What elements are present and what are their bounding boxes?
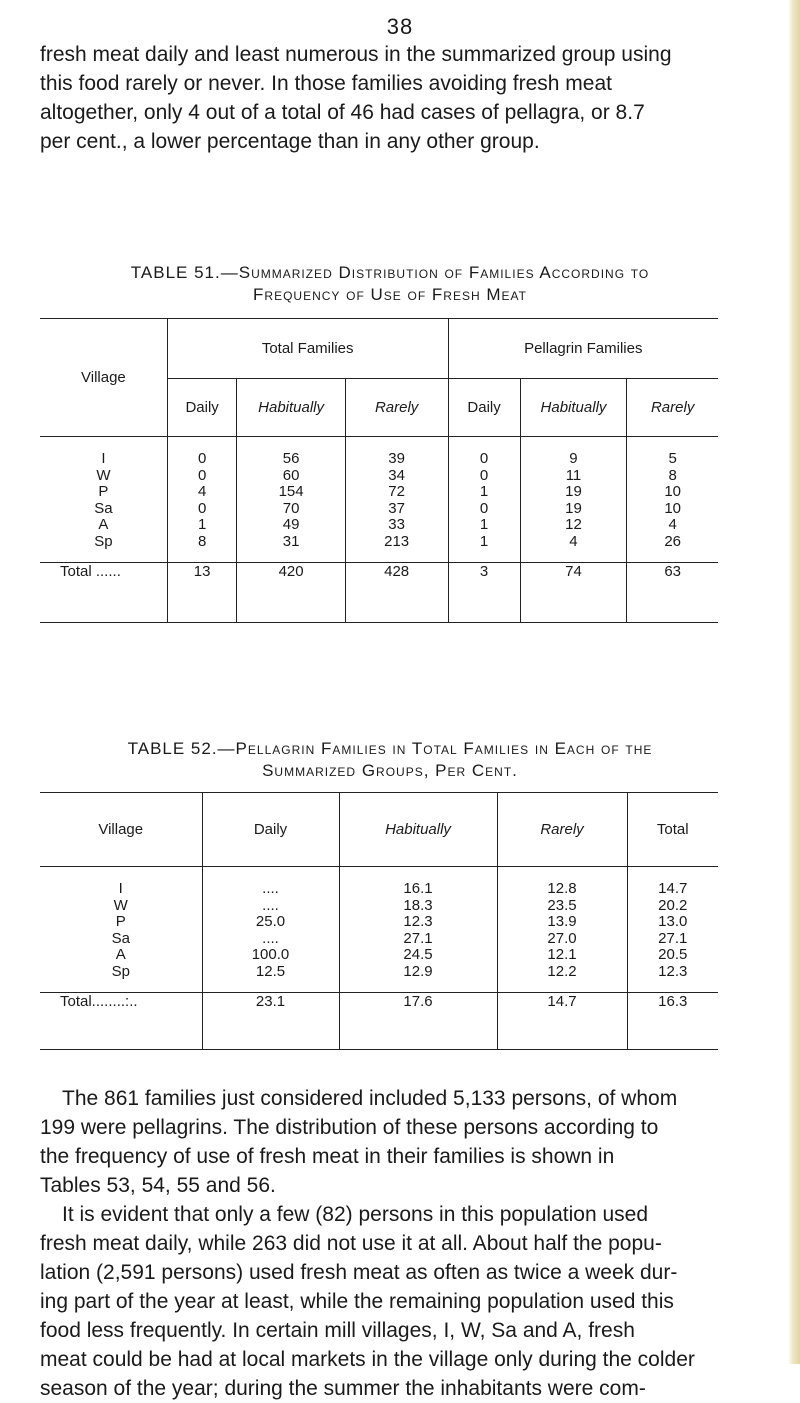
table-cell: Sp <box>94 532 113 550</box>
table-cell: 420 <box>237 563 345 623</box>
table-cell: 1 <box>479 516 489 533</box>
table51-total-label: Total ...... <box>60 563 121 580</box>
table52-total-label: Total........:.. <box>60 993 138 1010</box>
table51-header-total-families: Total Families <box>167 319 448 379</box>
table51-total-row <box>40 563 718 623</box>
table-cell: Sp <box>111 962 130 980</box>
table52-total-row <box>40 993 718 1050</box>
table52-header-village: Village <box>98 821 144 838</box>
table-cell: 10 <box>664 499 681 517</box>
text-line: meat could be had at local markets in the village only during the colder <box>40 1348 695 1371</box>
table-cell: 4 <box>668 516 677 533</box>
table-cell: 154 <box>278 483 304 500</box>
table-cell: 12 <box>565 516 582 533</box>
table-cell: .... <box>262 896 279 914</box>
table51-tf-daily-column <box>167 437 237 563</box>
table52-header-daily: Daily <box>202 793 339 867</box>
table51-header-tf-habitually: Habitually <box>237 379 345 437</box>
paragraph-2 <box>40 1084 730 1200</box>
table-cell: 0 <box>479 499 489 517</box>
table-cell: 19 <box>565 483 582 500</box>
table-cell: 70 <box>282 499 300 517</box>
table-cell: 8 <box>197 532 207 550</box>
page-edge-shadow <box>788 0 800 1364</box>
text-line: season of the year; during the summer the inhabitants were com- <box>40 1377 646 1400</box>
table52-caption-line1: TABLE 52.—Pellagrin Families in Total Families in Each of the <box>127 739 653 758</box>
table-cell: 33 <box>388 516 405 533</box>
table-cell: 14.7 <box>658 880 688 897</box>
table-cell: 18.3 <box>403 896 433 914</box>
table51-header-pellagrin-families: Pellagrin Families <box>448 319 718 379</box>
table51-header-tf-rarely: Rarely <box>345 379 448 437</box>
table-cell: 74 <box>520 563 627 623</box>
intro-paragraph <box>40 40 730 156</box>
table-cell: 12.1 <box>547 946 577 963</box>
table-cell: 3 <box>448 563 520 623</box>
table-cell: 27.0 <box>547 929 577 947</box>
text-line: per cent., a lower percentage than in any other group. <box>40 130 540 153</box>
table-cell: 60 <box>282 466 300 484</box>
table-cell: 31 <box>282 532 300 550</box>
table52-total-column <box>627 867 718 993</box>
table-cell: 16.1 <box>403 880 433 897</box>
table-cell: 13 <box>167 563 237 623</box>
table-cell: 39 <box>388 450 405 467</box>
table51-header-pf-daily: Daily <box>448 379 520 437</box>
table52-caption-line2: Summarized Groups, Per Cent. <box>262 761 518 780</box>
text-line: this food rarely or never. In those families avoiding fresh meat <box>40 72 612 95</box>
text-line: The 861 families just considered included 5,133 persons, of whom <box>62 1087 678 1110</box>
text-line: the frequency of use of fresh meat in their families is shown in <box>40 1145 615 1168</box>
table-cell: 12.8 <box>547 880 577 897</box>
text-line: lation (2,591 persons) used fresh meat as often as twice a week dur- <box>40 1261 678 1284</box>
table-cell: 1 <box>479 532 489 550</box>
table-cell: Sa <box>111 929 130 947</box>
paragraph-3 <box>40 1200 730 1403</box>
table51-caption <box>40 262 740 306</box>
table-cell: P <box>98 483 109 500</box>
table52-habitually-column <box>339 867 497 993</box>
table51-tf-habitually-column <box>237 437 345 563</box>
table-cell: 13.0 <box>658 913 688 930</box>
table51 <box>40 318 718 623</box>
table-cell: 23.1 <box>202 993 339 1050</box>
table-cell: 1 <box>479 483 489 500</box>
table52-caption <box>40 738 740 782</box>
table52-village-column <box>40 867 202 993</box>
table-cell: 12.3 <box>403 913 433 930</box>
table-cell: 72 <box>388 483 405 500</box>
table-cell: 56 <box>282 450 300 467</box>
table-cell: 20.5 <box>658 946 688 963</box>
table-cell: 27.1 <box>658 929 688 947</box>
table-cell: 100.0 <box>251 946 290 963</box>
table-cell: 4 <box>569 532 578 550</box>
table-cell: 8 <box>668 466 677 484</box>
table-cell: W <box>113 896 128 914</box>
table51-pf-rarely-column <box>627 437 718 563</box>
table-cell: .... <box>262 880 279 897</box>
table-cell: 0 <box>197 450 207 467</box>
table-cell: I <box>101 450 106 467</box>
table-cell: 12.3 <box>658 962 688 980</box>
table-cell: 11 <box>565 466 582 484</box>
table51-pf-daily-column <box>448 437 520 563</box>
table52-header-total: Total <box>627 793 718 867</box>
table-cell: 13.9 <box>547 913 577 930</box>
table-cell: 213 <box>384 532 410 550</box>
table52 <box>40 792 718 1050</box>
table51-header-village: Village <box>40 319 167 437</box>
table52-daily-column <box>202 867 339 993</box>
table-cell: 20.2 <box>658 896 688 914</box>
table-cell: 9 <box>569 450 578 467</box>
table-cell: 14.7 <box>497 993 627 1050</box>
text-line: It is evident that only a few (82) persons in this population used <box>62 1203 649 1226</box>
table-cell: I <box>118 880 123 897</box>
table51-tf-rarely-column <box>345 437 448 563</box>
table-cell: 0 <box>479 450 489 467</box>
table51-header-tf-daily: Daily <box>167 379 237 437</box>
table-cell: 0 <box>197 466 207 484</box>
text-line: fresh meat daily, while 263 did not use it at all. About half the popu- <box>40 1232 662 1255</box>
table-cell: 19 <box>565 499 582 517</box>
table-cell: P <box>115 913 126 930</box>
text-line: fresh meat daily and least numerous in the summarized group using <box>40 43 672 66</box>
table-cell: 4 <box>197 483 207 500</box>
table-cell: Sa <box>94 499 113 517</box>
table52-header-rarely: Rarely <box>497 793 627 867</box>
table-cell: 63 <box>627 563 718 623</box>
table-cell: 10 <box>664 483 681 500</box>
table51-header-pf-habitually: Habitually <box>520 379 627 437</box>
table-cell: 17.6 <box>339 993 497 1050</box>
table-cell: 16.3 <box>627 993 718 1050</box>
table-cell: 1 <box>197 516 207 533</box>
text-line: 199 were pellagrins. The distribution of these persons according to <box>40 1116 659 1139</box>
table-cell: 428 <box>345 563 448 623</box>
table51-header-pf-rarely: Rarely <box>627 379 718 437</box>
table-cell: 24.5 <box>403 946 433 963</box>
table-cell: W <box>96 466 111 484</box>
text-line: Tables 53, 54, 55 and 56. <box>40 1174 276 1197</box>
text-line: food less frequently. In certain mill villages, I, W, Sa and A, fresh <box>40 1319 635 1342</box>
table51-village-column <box>40 437 167 563</box>
table52-rarely-column <box>497 867 627 993</box>
table51-pf-habitually-column <box>520 437 627 563</box>
table-cell: 49 <box>282 516 300 533</box>
table-cell: A <box>98 516 109 533</box>
table-cell: 12.5 <box>255 962 286 980</box>
table51-caption-line2: Frequency of Use of Fresh Meat <box>253 285 527 304</box>
table-cell: A <box>115 946 126 963</box>
table-cell: 37 <box>388 499 405 517</box>
table51-caption-line1: TABLE 51.—Summarized Distribution of Families According to <box>130 263 650 282</box>
page-number: 38 <box>386 14 414 39</box>
table-cell: .... <box>262 929 279 947</box>
table-cell: 0 <box>479 466 489 484</box>
table-cell: 25.0 <box>255 913 286 930</box>
table-cell: 26 <box>664 532 681 550</box>
table-cell: 12.2 <box>547 962 577 980</box>
table-cell: 34 <box>388 466 405 484</box>
text-line: ing part of the year at least, while the remaining population used this <box>40 1290 674 1313</box>
table52-header-habitually: Habitually <box>339 793 497 867</box>
table-cell: 0 <box>197 499 207 517</box>
table-cell: 23.5 <box>547 896 577 914</box>
table-cell: 5 <box>668 450 677 467</box>
table-cell: 12.9 <box>403 962 433 980</box>
table-cell: 27.1 <box>403 929 433 947</box>
text-line: altogether, only 4 out of a total of 46 had cases of pellagra, or 8.7 <box>40 101 645 124</box>
